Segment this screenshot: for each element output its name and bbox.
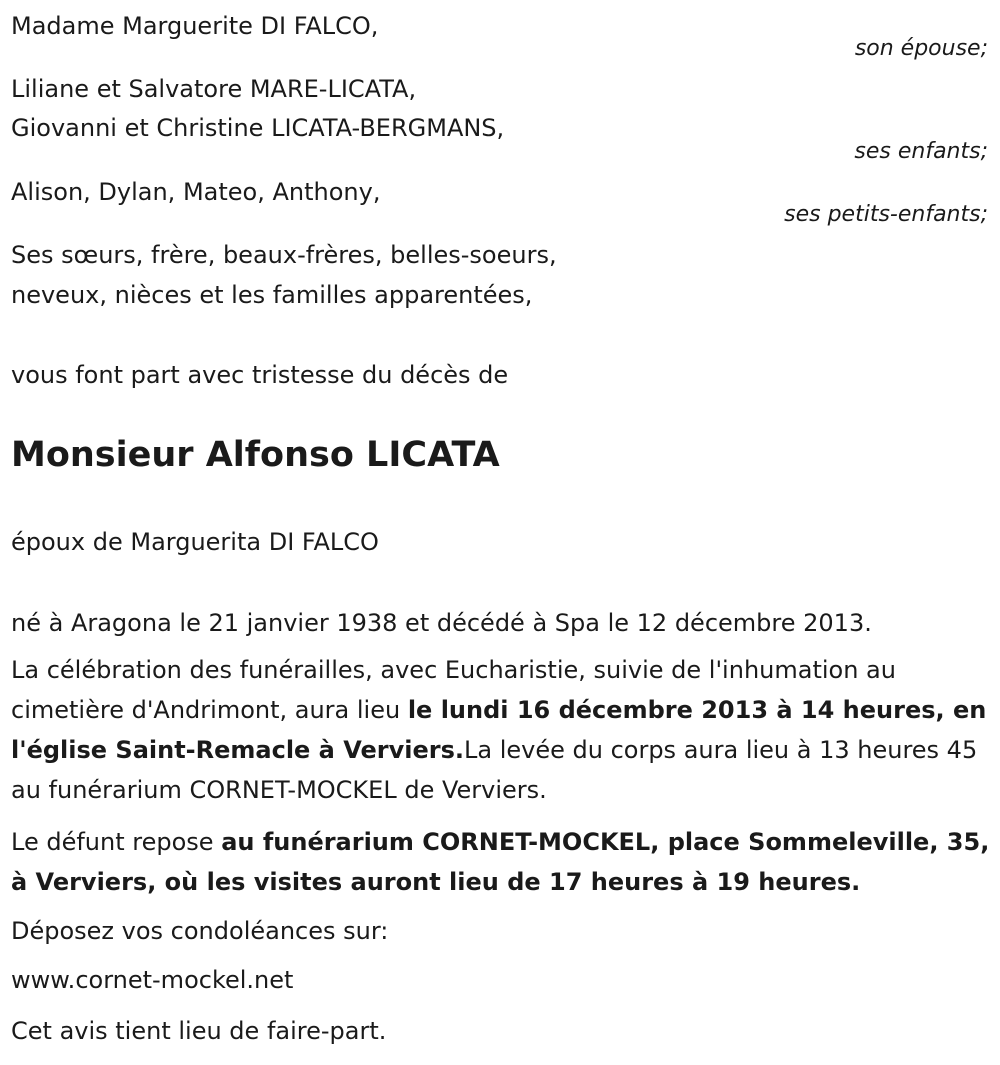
- announcement-text: vous font part avec tristesse du décès de: [11, 361, 509, 389]
- children-role: ses enfants;: [854, 139, 988, 164]
- child-line-1: Liliane et Salvatore MARE-LICATA,: [11, 75, 417, 103]
- spouse-name: Madame Marguerite DI FALCO,: [11, 12, 379, 40]
- grandchildren-role: ses petits-enfants;: [784, 202, 988, 227]
- relatives-line-2: neveux, nièces et les familles apparentées,: [11, 281, 533, 309]
- child-line-2: Giovanni et Christine LICATA-BERGMANS,: [11, 114, 505, 142]
- repose-details: au funérarium CORNET-MOCKEL, place Sommeleville, 35, à Verviers, où les visites auront lieu de 17 heures à 19 heures.: [11, 828, 990, 896]
- birth-death-text: né à Aragona le 21 janvier 1938 et décédé à Spa le 12 décembre 2013.: [11, 609, 872, 637]
- website-link[interactable]: www.cornet-mockel.net: [11, 966, 294, 994]
- closing-text: Cet avis tient lieu de faire-part.: [11, 1017, 387, 1045]
- funeral-date-place: le lundi 16 décembre 2013 à 14 heures, en l'église Saint-Remacle à Verviers.: [11, 696, 987, 764]
- deceased-name: Monsieur Alfonso LICATA: [11, 435, 500, 475]
- condolences-label: Déposez vos condoléances sur:: [11, 917, 389, 945]
- grandchildren-names: Alison, Dylan, Mateo, Anthony,: [11, 178, 381, 206]
- repose-intro: Le défunt repose: [11, 828, 222, 856]
- funeral-paragraph: [11, 650, 996, 810]
- funeral-intro: La célébration des funérailles, avec Eucharistie, suivie de l'inhumation au cimetière d'Andrimont, aura lieu: [11, 656, 896, 724]
- spouse-role: son épouse;: [854, 36, 988, 61]
- funeral-levee: La levée du corps aura lieu à 13 heures 45 au funérarium CORNET-MOCKEL de Verviers.: [11, 736, 978, 804]
- relatives-line-1: Ses sœurs, frère, beaux-frères, belles-soeurs,: [11, 241, 557, 269]
- repose-paragraph: [11, 822, 996, 902]
- spouse-of-text: époux de Marguerita DI FALCO: [11, 528, 379, 556]
